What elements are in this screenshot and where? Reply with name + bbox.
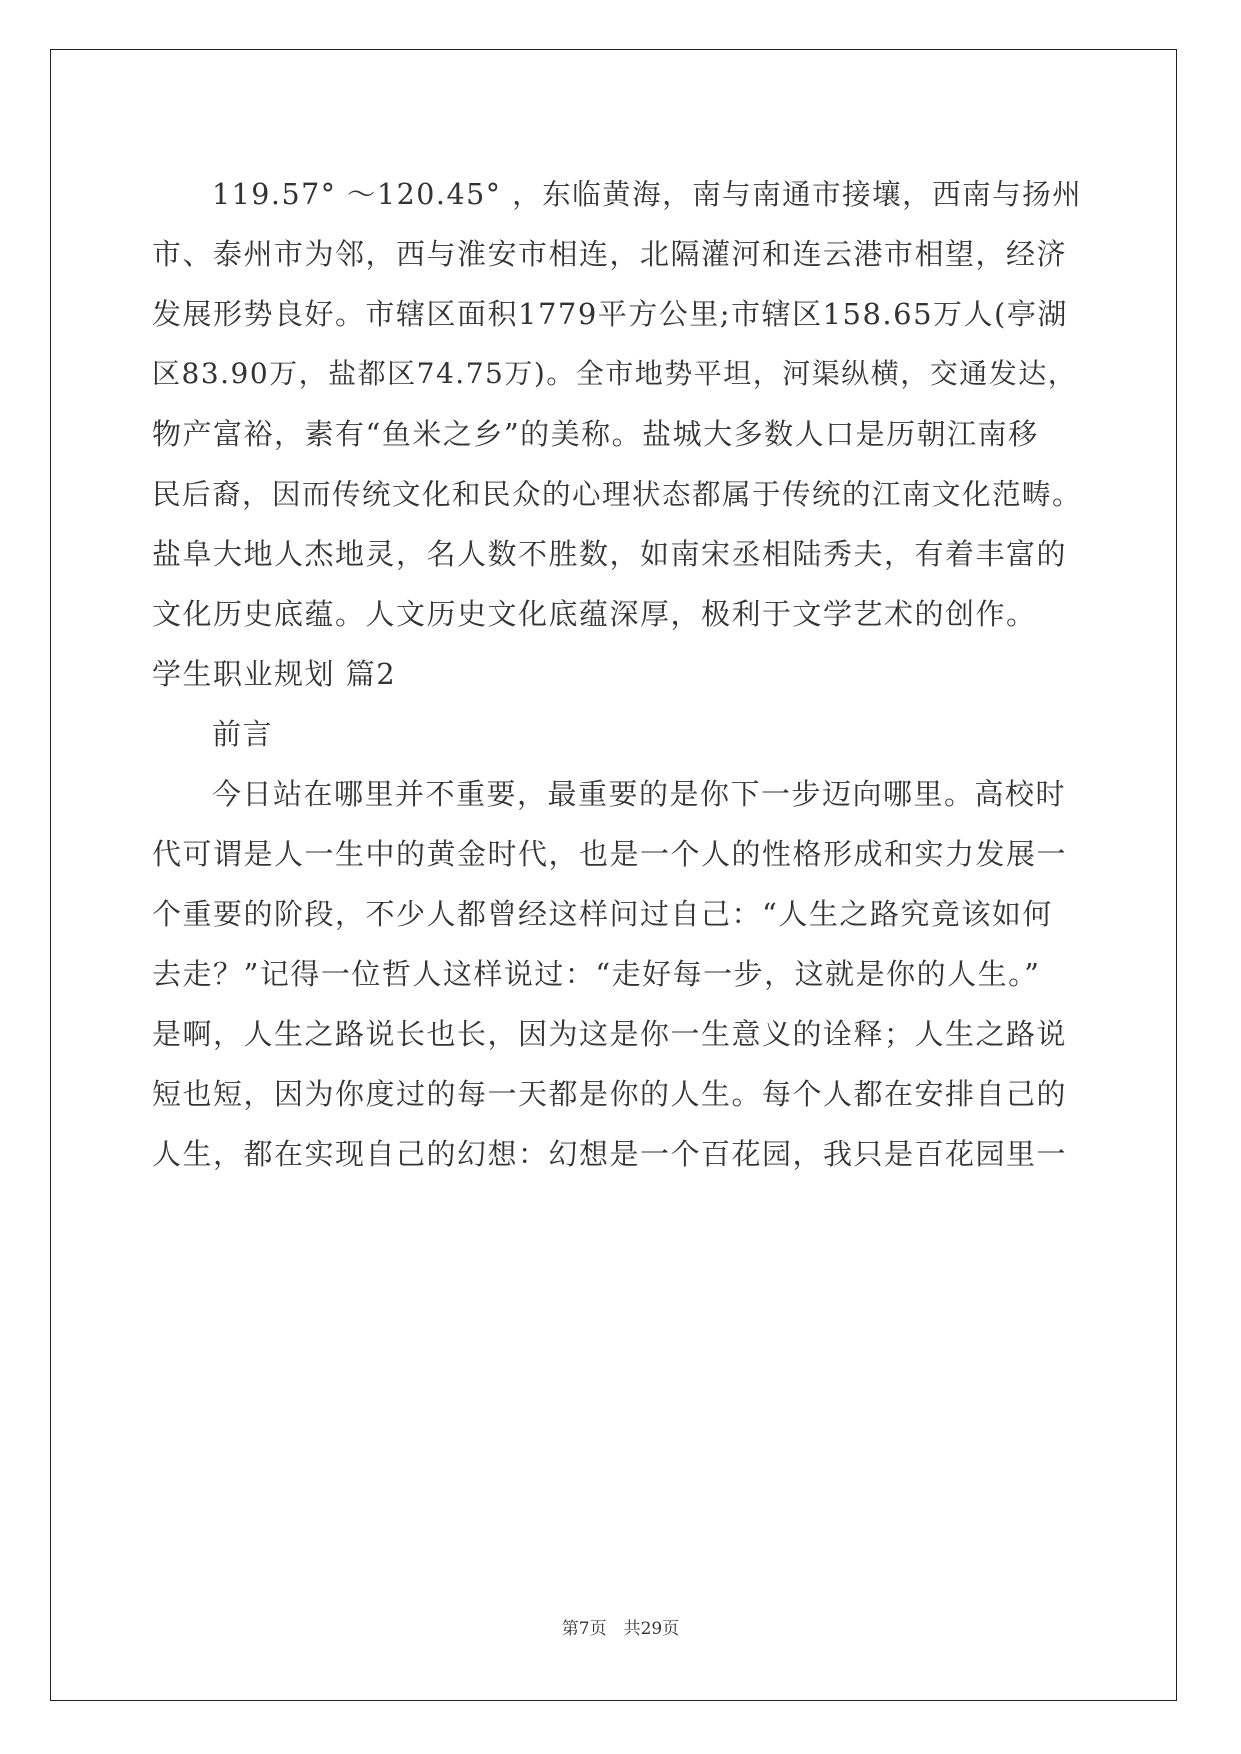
body-text-line: 119.57° ～120.45° ，东临黄海，南与南通市接壤，西南与扬州	[212, 178, 1083, 211]
body-text-line: 今日站在哪里并不重要，最重要的是你下一步迈向哪里。高校时	[212, 777, 1067, 811]
section-title: 学生职业规划 篇2	[152, 657, 397, 691]
body-text-line: 是啊，人生之路说长也长，因为这是你一生意义的诠释；人生之路说	[152, 1017, 1068, 1051]
body-text-line: 文化历史底蕴。人文历史文化底蕴深厚，极利于文学艺术的创作。	[152, 597, 1037, 631]
body-text-line: 市、泰州市为邻，西与淮安市相连，北隔灌河和连云港市相望，经济	[152, 237, 1068, 271]
body-text-line: 短也短，因为你度过的每一天都是你的人生。每个人都在安排自己的	[152, 1077, 1068, 1111]
body-text-line: 盐阜大地人杰地灵，名人数不胜数，如南宋丞相陆秀夫，有着丰富的	[152, 537, 1068, 571]
body-text-line: 物产富裕，素有“鱼米之乡”的美称。盐城大多数人口是历朝江南移	[152, 417, 1039, 451]
body-text-line: 人生，都在实现自己的幻想：幻想是一个百花园，我只是百花园里一	[152, 1137, 1068, 1171]
page-number-footer: 第7页 共29页	[561, 1619, 680, 1639]
body-text-line: 个重要的阶段，不少人都曾经这样问过自己：“人生之路究竟该如何	[152, 897, 1053, 931]
body-text-line: 发展形势良好。市辖区面积1779平方公里;市辖区158.65万人(亭湖	[152, 297, 1068, 331]
preface-heading: 前言	[212, 717, 274, 751]
body-text-line: 区83.90万，盐都区74.75万)。全市地势平坦，河渠纵横，交通发达，	[152, 357, 1078, 390]
body-text-line: 去走？”记得一位哲人这样说过：“走好每一步，这就是你的人生。”	[152, 957, 1041, 991]
body-text-line: 民后裔，因而传统文化和民众的心理状态都属于传统的江南文化范畴。	[152, 478, 1083, 511]
body-text-line: 代可谓是人一生中的黄金时代，也是一个人的性格形成和实力发展一	[152, 837, 1068, 871]
